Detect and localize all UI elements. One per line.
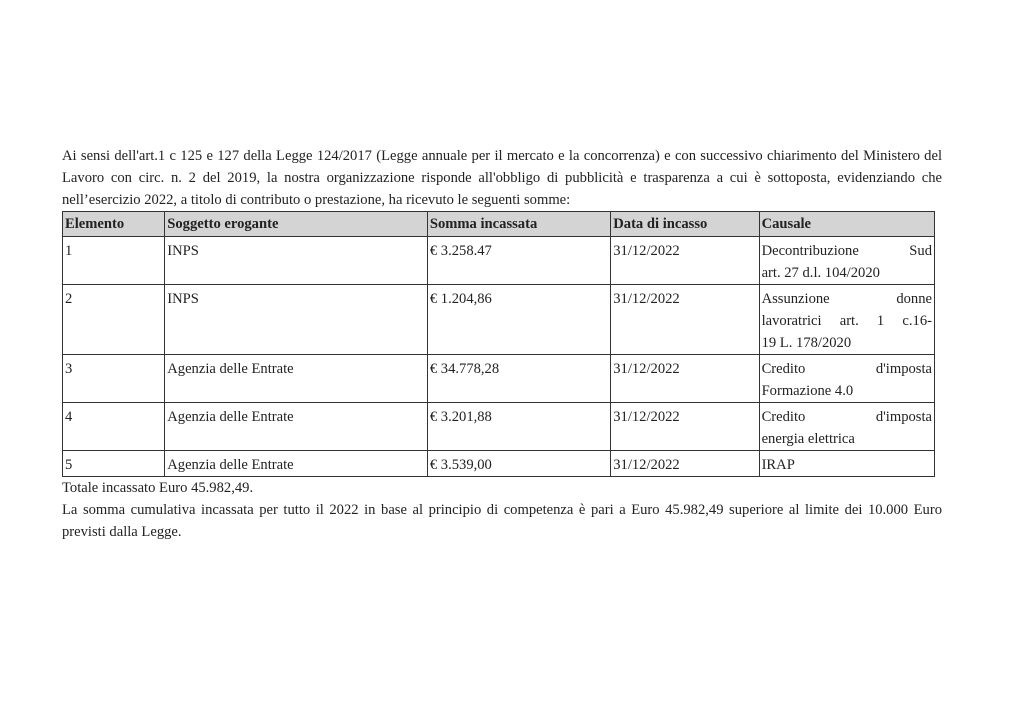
- causale-line: Formazione 4.0: [761, 383, 854, 399]
- cell-soggetto: INPS: [165, 237, 428, 285]
- table-row: [63, 237, 935, 285]
- causale-line: lavoratrici art. 1 c.16-: [761, 313, 932, 329]
- causale-line: Credito d'imposta: [761, 361, 932, 377]
- causale-line: 19 L. 178/2020: [761, 335, 852, 351]
- cell-causale: [759, 355, 934, 403]
- cell-soggetto: Agenzia delle Entrate: [165, 355, 428, 403]
- table-header-row: [63, 212, 935, 237]
- cell-causale: [759, 237, 934, 285]
- cell-somma: € 1.204,86: [427, 285, 610, 355]
- cell-elemento: 5: [63, 451, 165, 477]
- header-soggetto-erogante: Soggetto erogante: [165, 212, 428, 237]
- summary-paragraph: La somma cumulativa incassata per tutto il 2022 in base al principio di competenza è pari a Euro 45.982,49 superiore al limite dei 10.000 Euro previsti dalla Legge.: [62, 502, 942, 540]
- header-somma-incassata: Somma incassata: [427, 212, 610, 237]
- header-data-di-incasso: Data di incasso: [611, 212, 759, 237]
- causale-line: Credito d'imposta: [761, 409, 932, 425]
- cell-soggetto: Agenzia delle Entrate: [165, 403, 428, 451]
- cell-data: 31/12/2022: [611, 285, 759, 355]
- causale-line: art. 27 d.l. 104/2020: [761, 265, 880, 281]
- cell-data: 31/12/2022: [611, 451, 759, 477]
- cell-elemento: 2: [63, 285, 165, 355]
- table-row: [63, 285, 935, 355]
- table-row: [63, 403, 935, 451]
- cell-causale: [759, 451, 934, 477]
- causale-line: Decontribuzione Sud: [761, 243, 932, 259]
- header-elemento: Elemento: [63, 212, 165, 237]
- cell-data: 31/12/2022: [611, 237, 759, 285]
- header-causale: Causale: [759, 212, 934, 237]
- table-row: [63, 355, 935, 403]
- cell-somma: € 3.201,88: [427, 403, 610, 451]
- causale-line: IRAP: [761, 457, 795, 473]
- cell-causale: [759, 285, 934, 355]
- grants-table: [62, 211, 935, 477]
- cell-elemento: 1: [63, 237, 165, 285]
- cell-elemento: 4: [63, 403, 165, 451]
- footer-text: [62, 477, 942, 543]
- cell-data: 31/12/2022: [611, 355, 759, 403]
- cell-somma: € 34.778,28: [427, 355, 610, 403]
- cell-causale: [759, 403, 934, 451]
- causale-line: energia elettrica: [761, 431, 855, 447]
- document-page: [62, 145, 942, 543]
- causale-line: Assunzione donne: [761, 291, 932, 307]
- cell-elemento: 3: [63, 355, 165, 403]
- intro-paragraph: Ai sensi dell'art.1 c 125 e 127 della Legge 124/2017 (Legge annuale per il mercato e la concorrenza) e con successivo chiarimento del Ministero del Lavoro con circ. n. 2 del 2019, la nostra organizzazione risponde all'obbligo di pubblicità e trasparenza a cui è sottoposta, evidenziando che nell’esercizio 2022, a titolo di contributo o prestazione, ha ricevuto le seguenti somme:: [62, 148, 942, 208]
- cell-somma: € 3.258.47: [427, 237, 610, 285]
- cell-soggetto: Agenzia delle Entrate: [165, 451, 428, 477]
- cell-somma: € 3.539,00: [427, 451, 610, 477]
- total-line: Totale incassato Euro 45.982,49.: [62, 480, 254, 496]
- cell-data: 31/12/2022: [611, 403, 759, 451]
- cell-soggetto: INPS: [165, 285, 428, 355]
- table-row: [63, 451, 935, 477]
